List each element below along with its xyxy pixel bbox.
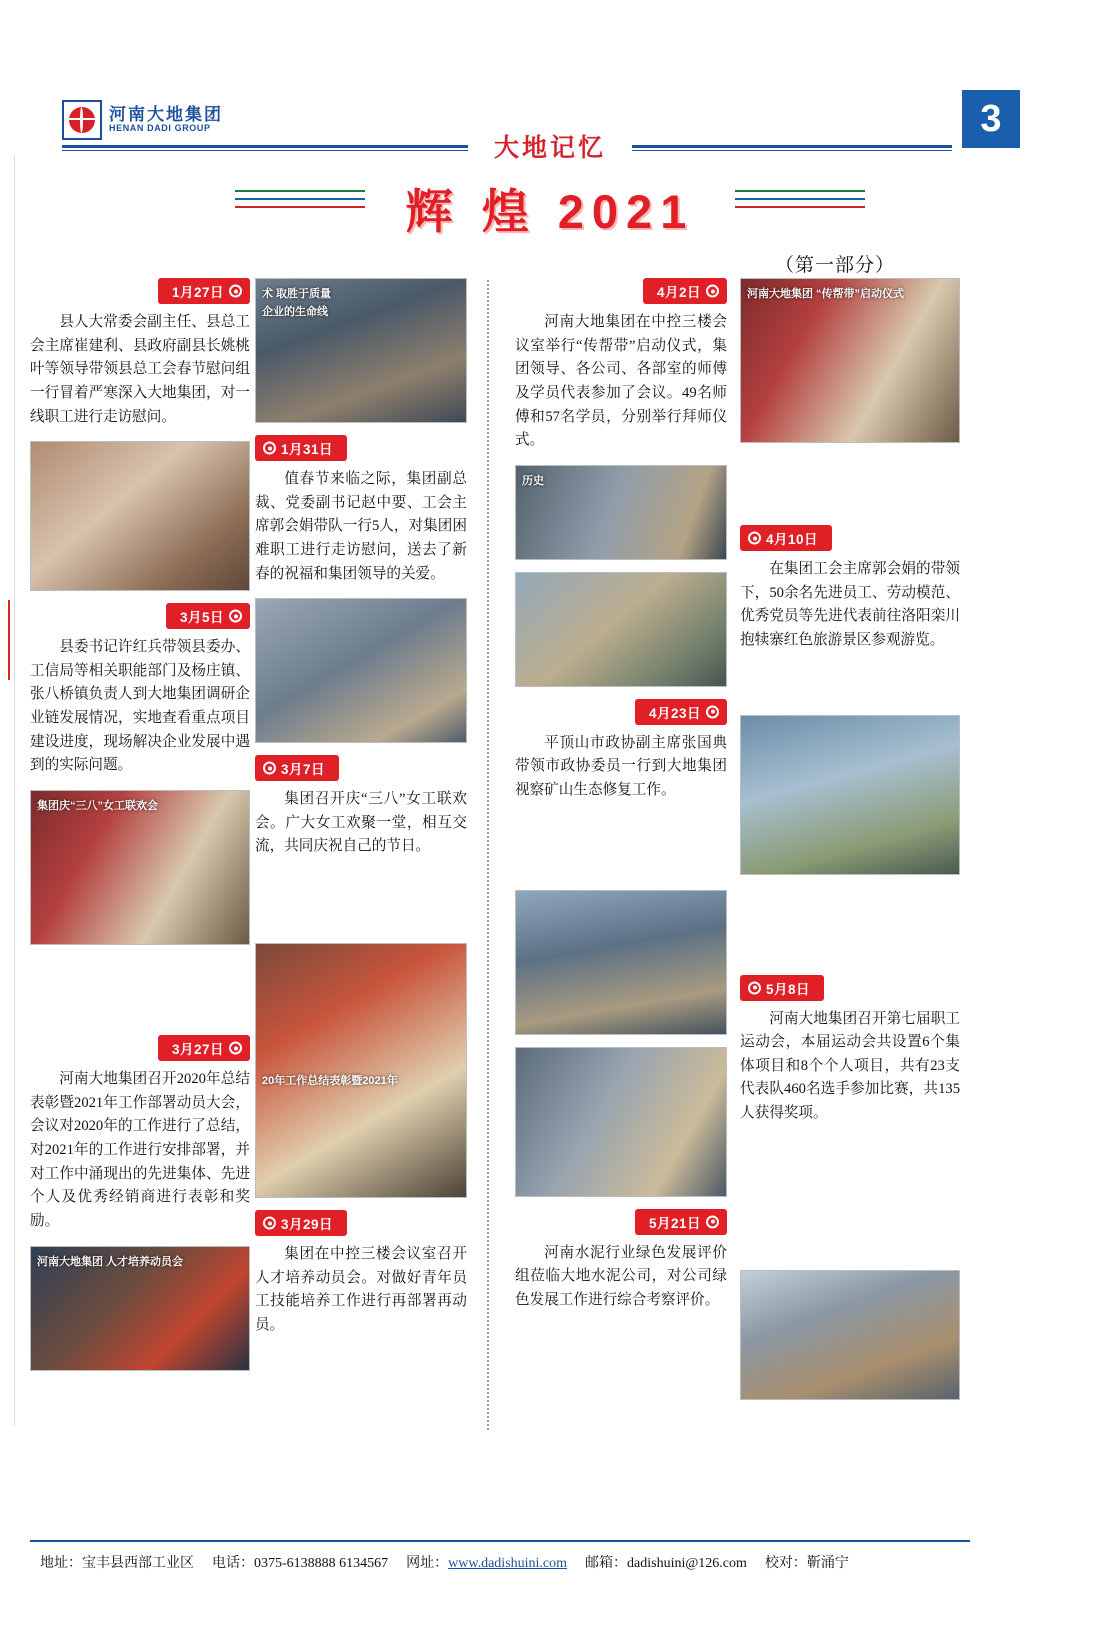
date-badge xyxy=(166,603,250,629)
bullet-icon xyxy=(229,1042,242,1055)
photo-caption: 术 取胜于质量 xyxy=(262,288,332,300)
date-badge xyxy=(158,278,250,304)
entry-text: 在集团工会主席郭会娟的带领下，50余名先进员工、劳动模范、优秀党员等先进代表前往洛阳栾川抱犊寨红色旅游景区参观游览。 xyxy=(740,561,960,648)
entry-block xyxy=(30,603,250,778)
date-label: 1月27日 xyxy=(171,285,224,300)
main-title-text: 辉 煌 2021 xyxy=(405,185,695,238)
bullet-icon xyxy=(263,442,276,455)
photo-summary-meeting xyxy=(255,943,467,1198)
subtitle: （第一部分） xyxy=(774,255,895,276)
bullet-icon xyxy=(748,532,761,545)
date-badge xyxy=(158,1035,250,1061)
footer-web xyxy=(406,1552,567,1572)
bullet-icon xyxy=(229,285,242,298)
date-badge xyxy=(740,975,824,1001)
column-divider xyxy=(487,280,489,1430)
photo-caption: 20年工作总结表彰暨2021年 xyxy=(262,1075,398,1088)
entry-block xyxy=(740,975,960,1126)
photo-caption: 集团庆“三八”女工联欢会 xyxy=(37,800,158,813)
footer-email: 邮箱：dadishuini@126.com xyxy=(585,1556,747,1571)
column-two xyxy=(255,278,467,1350)
date-label: 4月10日 xyxy=(766,532,819,547)
entry-text: 值春节来临之际，集团副总裁、党委副书记赵中要、工会主席郭会娟带队一行5人，对集团困难职工进行走访慰问，送去了新春的祝福和集团领导的关爱。 xyxy=(255,471,467,582)
date-label: 4月23日 xyxy=(648,705,701,721)
date-label: 4月2日 xyxy=(656,285,701,300)
entry-block xyxy=(30,278,250,429)
banner-title xyxy=(40,128,1060,164)
date-label: 5月21日 xyxy=(648,1215,701,1231)
entry-text: 河南大地集团在中控三楼会议室举行“传帮带”启动仪式，集团领导、各公司、各部室的师傅及学员代表参加了会议。49名师傅和57名学员，分别举行拜师仪式。 xyxy=(515,314,727,449)
entry-block xyxy=(515,278,727,453)
column-three xyxy=(515,278,727,1325)
logo-name-en: HENAN DADI GROUP xyxy=(109,123,211,134)
photo-caption: 河南大地集团 “传帮带”启动仪式 xyxy=(747,288,905,300)
footer-proof: 校对：靳涌宁 xyxy=(764,1556,849,1571)
title-decor-right xyxy=(735,190,865,214)
date-badge xyxy=(635,699,727,725)
title-decor-left xyxy=(235,190,365,214)
date-label: 3月5日 xyxy=(179,610,224,626)
bullet-icon xyxy=(263,1217,276,1230)
page-edge-line xyxy=(0,155,15,1425)
website-link[interactable]: www.dadishuini.com xyxy=(448,1556,568,1571)
photo-mentor-ceremony xyxy=(740,278,960,443)
photo-green-evaluation xyxy=(740,1270,960,1400)
bullet-icon xyxy=(706,285,719,298)
bullet-icon xyxy=(748,981,761,994)
photo-site-survey xyxy=(255,598,467,743)
photo-talent-meeting xyxy=(30,1246,250,1371)
photo-sports-game xyxy=(515,1047,727,1197)
date-badge xyxy=(255,435,347,461)
page-number: 3 xyxy=(962,90,1020,148)
photo-caption: 历史 xyxy=(522,474,544,487)
date-badge xyxy=(740,525,832,551)
spacer xyxy=(740,665,960,715)
entry-text: 河南大地集团召开2020年总结表彰暨2021年工作部署动员大会，会议对2020年的工作进行了总结，对2021年的工作进行安排部署，并对工作中涌现出的先进集体、先进个人及优秀经销商进行表彰和奖励。 xyxy=(30,1071,250,1229)
entry-block xyxy=(740,525,960,653)
footer-address: 地址：宝丰县西部工业区 xyxy=(40,1556,194,1571)
entry-text: 河南水泥行业绿色发展评价组莅临大地水泥公司，对公司绿色发展工作进行综合考察评价。 xyxy=(515,1244,727,1309)
entry-text: 集团在中控三楼会议室召开人才培养动员会。对做好青年员工技能培养工作进行再部署再动员。 xyxy=(255,1246,467,1334)
entry-text: 县人大常委会副主任、县总工会主席崔建利、县政府副县长姚桃叶等领导带领县总工会春节慰问组一行冒着严寒深入大地集团，对一线职工进行走访慰问。 xyxy=(30,314,250,425)
bullet-icon xyxy=(263,762,276,775)
footer-rule xyxy=(30,1540,970,1542)
column-four xyxy=(740,278,960,1412)
bullet-icon xyxy=(706,1215,719,1228)
main-title xyxy=(0,175,1100,242)
date-label: 3月27日 xyxy=(171,1042,224,1058)
photo-tour-scenery xyxy=(515,572,727,687)
photo-tour-gate xyxy=(515,465,727,560)
bullet-icon xyxy=(706,705,719,718)
bullet-icon xyxy=(229,610,242,623)
entry-block xyxy=(515,1209,727,1313)
date-label: 3月29日 xyxy=(281,1217,334,1233)
footer-web-label: 网址： xyxy=(406,1556,449,1571)
entry-block xyxy=(255,435,467,586)
entry-block xyxy=(255,755,467,859)
entry-text: 集团召开庆“三八”女工联欢会。广大女工欢聚一堂，相互交流，共同庆祝自己的节日。 xyxy=(255,791,467,855)
photo-womens-day xyxy=(30,790,250,945)
entry-block xyxy=(515,699,727,803)
spacer xyxy=(740,455,960,525)
photo-factory-visit xyxy=(255,278,467,423)
page-header xyxy=(40,90,1060,160)
photo-caption: 河南大地集团 人才培养动员会 xyxy=(37,1255,184,1268)
date-label: 1月31日 xyxy=(281,442,334,457)
footer xyxy=(40,1552,1040,1572)
logo-name-cn: 河南大地集团 xyxy=(109,105,223,125)
date-badge xyxy=(643,278,727,304)
date-label: 5月8日 xyxy=(766,981,811,997)
column-one xyxy=(30,278,250,1383)
photo-home-visit xyxy=(30,441,250,591)
photo-mine-restoration xyxy=(740,715,960,875)
date-badge xyxy=(255,755,339,781)
spacer xyxy=(740,1138,960,1270)
date-badge xyxy=(255,1210,347,1236)
entry-text: 河南大地集团召开第七届职工运动会，本届运动会共设置6个集体项目和8个个人项目，共有23支代表队460名选手参加比赛，共135人获得奖项。 xyxy=(740,1010,960,1122)
entry-text: 县委书记许红兵带领县委办、工信局等相关职能部门及杨庄镇、张八桥镇负责人到大地集团调研企业链发展情况，实地查看重点项目建设进度，现场解决企业发展中遇到的实际问题。 xyxy=(30,639,250,774)
banner-title-text: 大地记忆 xyxy=(468,134,632,162)
footer-phone: 电话：0375-6138888 6134567 xyxy=(212,1556,389,1571)
entry-text: 平顶山市政协副主席张国典带领市政协委员一行到大地集团视察矿山生态修复工作。 xyxy=(515,734,727,799)
spacer xyxy=(515,815,727,890)
photo-sports-opening xyxy=(515,890,727,1035)
spacer xyxy=(740,887,960,975)
photo-caption-2: 企业的生命线 xyxy=(262,306,328,318)
entry-block xyxy=(255,1210,467,1338)
page-edge-mark xyxy=(0,600,10,680)
date-badge xyxy=(635,1209,727,1235)
spacer xyxy=(255,871,467,943)
date-label: 3月7日 xyxy=(281,762,326,778)
spacer xyxy=(30,957,250,1035)
entry-block xyxy=(30,1035,250,1233)
